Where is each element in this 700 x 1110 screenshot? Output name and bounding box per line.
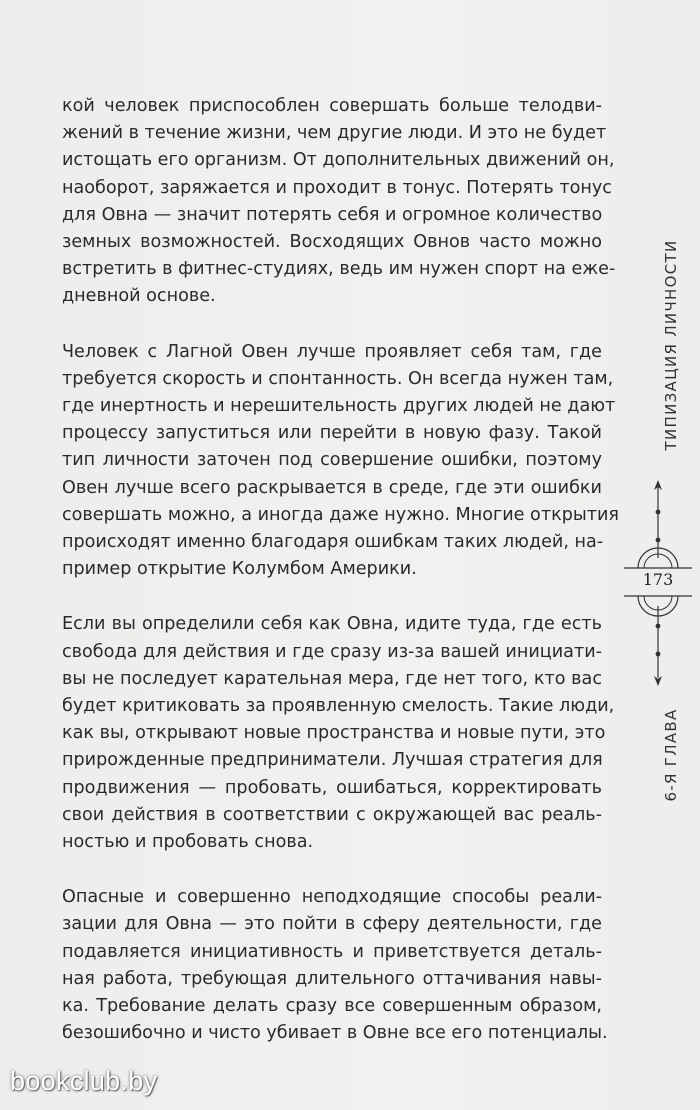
text-line: ная работа, требующая длительного оттачивания навы- [62,968,602,989]
text-line: Человек с Лагной Овен лучше проявляет себя там, где [62,341,602,362]
text-line: пример открытие Колумбом Америки. [62,559,417,580]
text-line: Овен лучше всего раскрывается в среде, где эти ошибки [62,477,602,498]
text-line: ка. Требование делать сразу все совершенным образом, [62,996,602,1017]
chapter-head-text: 6-Я ГЛАВА [662,708,680,802]
text-line: встретить в фитнес-студиях, ведь им нужен спорт на еже- [62,259,616,280]
text-line: будет критиковать за проявленную смелость. Такие люди, [62,696,615,717]
text-line: как вы, открывают новые пространства и новые пути, это [62,723,606,744]
running-head [656,239,686,451]
chapter-head [656,690,686,820]
text-line: кой человек приспособлен совершать больше телодви- [62,96,602,116]
text-line: свобода для действия и где сразу из-за вашей инициати- [62,641,602,662]
paragraph-2 [62,339,620,584]
text-line: дневной основе. [62,286,216,307]
text-line: процессу запуститься или перейти в новую фазу. Такой [62,423,602,444]
paragraph-1 [62,93,616,311]
text-line: для Овна — значит потерять себя и огромное количество [62,204,603,225]
watermark: bookclub.by [10,1066,158,1096]
text-line: продвижения — пробовать, ошибаться, корректировать [62,777,602,798]
text-line: Опасные и совершенно неподходящие способы реали- [62,887,602,908]
text-line: совершать можно, а иногда даже нужно. Многие открытия [62,504,620,525]
page-number: 173 [642,570,674,589]
text-line: происходят именно благодаря ошибкам таких людей, на- [62,532,604,553]
body-text [62,93,620,1076]
text-line: где инертность и нерешительность других людей не дают [62,396,616,417]
text-line: вы не последует карательная мера, где нет того, кто вас [62,668,602,689]
text-line: наоборот, заряжается и проходит в тонус. Потерять тонус [62,177,612,198]
text-line: безошибочно и чисто убивает в Овне все его потенциалы. [62,1023,608,1044]
text-line: зации для Овна — это пойти в сферу деятельности, где [62,914,602,935]
text-line: подавляется инициативность и приветствуется деталь- [62,941,602,962]
text-line: требуется скорость и спонтанность. Он всегда нужен там, [62,368,614,389]
text-line: истощать его организм. От дополнительных движений он, [62,150,615,171]
text-line: тип личности заточен под совершение ошибки, поэтому [62,450,602,471]
running-head-text: ТИПИЗАЦИЯ ЛИЧНОСТИ [662,239,680,451]
text-line: свои действия в соответствии с окружающей вас реаль- [62,804,602,825]
paragraph-4 [62,884,608,1047]
text-line: Если вы определили себя как Овна, идите туда, где есть [62,614,602,635]
text-line: земных возможностей. Восходящих Овнов часто можно [62,232,602,253]
text-line: жений в течение жизни, чем другие люди. И это не будет [62,123,607,144]
text-line: прирожденные предприниматели. Лучшая стратегия для [62,750,603,771]
text-line: ностью и пробовать снова. [62,832,314,853]
paragraph-3 [62,611,615,856]
